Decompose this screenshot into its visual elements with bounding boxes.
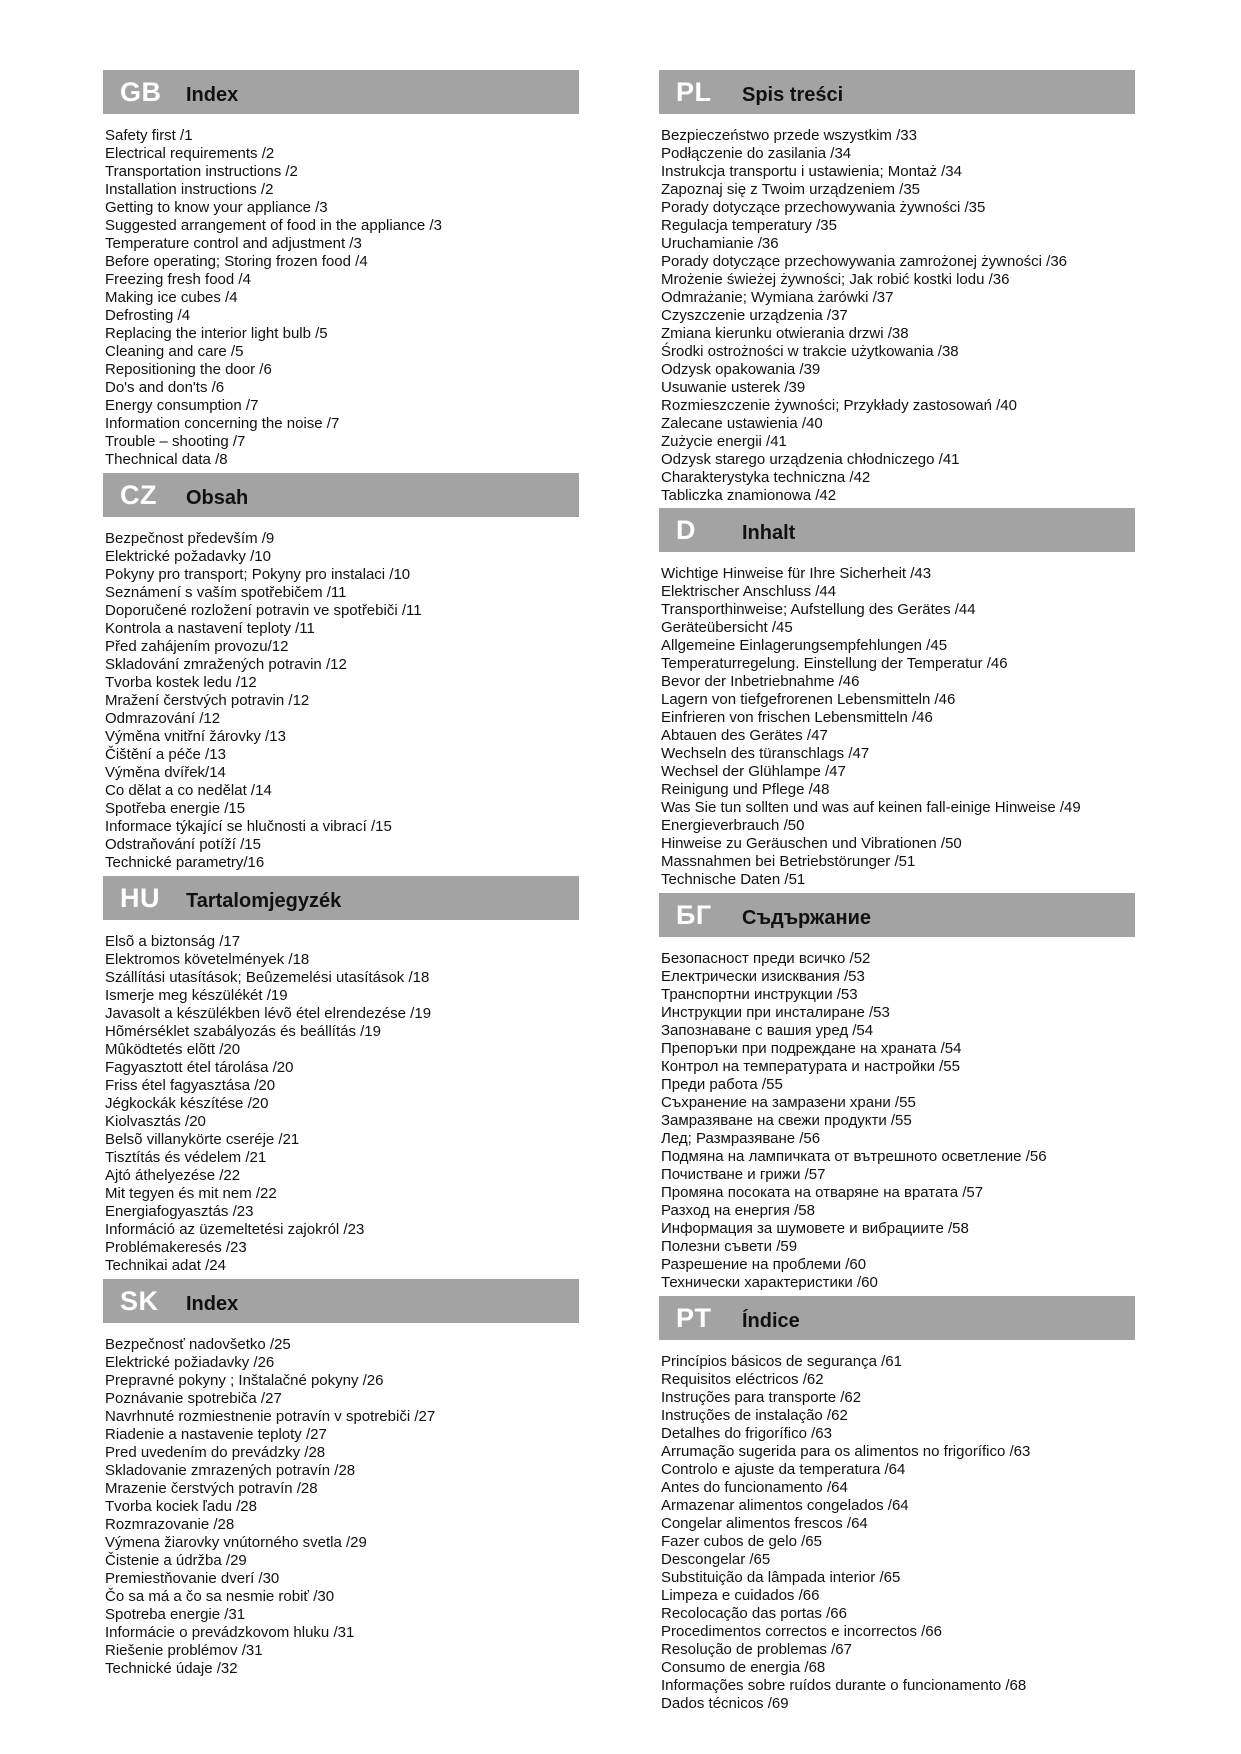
toc-entry: Съхранение на замразени храни /55: [661, 1094, 916, 1111]
toc-entry: Hõmérséklet szabályozás és beállítás /19: [105, 1023, 381, 1040]
toc-entry: Repositioning the door /6: [105, 361, 272, 378]
toc-entry: Replacing the interior light bulb /5: [105, 325, 328, 342]
toc-entry: Allgemeine Einlagerungsempfehlungen /45: [661, 637, 948, 654]
language-code: D: [676, 514, 696, 545]
toc-entry: Czyszczenie urządzenia /37: [661, 307, 848, 324]
toc-entry: Инструкции при инсталиране /53: [661, 1004, 890, 1021]
section-title: Obsah: [186, 486, 249, 509]
toc-entry: Полезни съвети /59: [661, 1238, 798, 1255]
toc-entry: Thechnical data /8: [105, 451, 228, 468]
section-title: Съдържание: [742, 906, 872, 929]
toc-entry: Javasolt a készülékben lévõ étel elrendezése /19: [105, 1005, 432, 1022]
toc-entry: Energiafogyasztás /23: [105, 1203, 254, 1220]
section-bg: [659, 893, 1135, 1292]
section-title: Inhalt: [742, 521, 796, 544]
toc-entry: Lagern von tiefgefrorenen Lebensmitteln /46: [661, 691, 956, 708]
language-code: PT: [676, 1302, 712, 1333]
toc-entry: Bezpieczeństwo przede wszystkim /33: [661, 127, 917, 144]
language-code: БГ: [676, 899, 712, 930]
toc-entry: Tvorba kostek ledu /12: [105, 674, 257, 691]
toc-entry: Fazer cubos de gelo /65: [661, 1533, 822, 1550]
right-column: [659, 70, 1135, 1713]
toc-entry: Temperaturregelung. Einstellung der Temperatur /46: [661, 655, 1008, 672]
toc-entry: Premiestňovanie dverí /30: [105, 1570, 280, 1587]
toc-entry: Procedimentos correctos e incorrectos /66: [661, 1623, 942, 1640]
toc-entry: Installation instructions /2: [105, 181, 274, 198]
toc-list-d: [659, 552, 1135, 889]
section-title: Index: [186, 83, 239, 106]
toc-entry: Замразяване на свежи продукти /55: [661, 1112, 912, 1129]
toc-entry: Electrical requirements /2: [105, 145, 275, 162]
toc-entry: Poznávanie spotrebiča /27: [105, 1390, 282, 1407]
language-code: CZ: [120, 479, 157, 510]
toc-entry: Информация за шумовете и вибрациите /58: [661, 1220, 969, 1237]
toc-entry: Mrożenie świeżej żywności; Jak robić kostki lodu /36: [661, 271, 1010, 288]
toc-entry: Energy consumption /7: [105, 397, 259, 414]
toc-entry: Skladování zmražených potravin /12: [105, 656, 347, 673]
toc-entry: Információ az üzemeltetési zajokról /23: [105, 1221, 365, 1238]
toc-entry: Congelar alimentos frescos /64: [661, 1515, 868, 1532]
toc-entry: Препоръки при подреждане на храната /54: [661, 1040, 962, 1057]
toc-list-sk: [103, 1323, 579, 1678]
toc-entry: Information concerning the noise /7: [105, 415, 340, 432]
toc-entry: Rozmrazovanie /28: [105, 1516, 235, 1533]
toc-entry: Промяна посоката на отваряне на вратата /57: [661, 1184, 984, 1201]
toc-entry: Почистване и грижи /57: [661, 1166, 826, 1183]
toc-entry: Antes do funcionamento /64: [661, 1479, 848, 1496]
toc-entry: Resolução de problemas /67: [661, 1641, 852, 1658]
toc-entry: Tvorba kociek ľadu /28: [105, 1498, 257, 1515]
section-header-cz: [103, 473, 579, 517]
toc-entry: Reinigung und Pflege /48: [661, 781, 830, 798]
toc-entry: Elektrické požadavky /10: [105, 548, 271, 565]
section-header-pl: [659, 70, 1135, 114]
toc-entry: Zmiana kierunku otwierania drzwi /38: [661, 325, 909, 342]
toc-entry: Čistenie a údržba /29: [105, 1552, 247, 1569]
toc-entry: Spotreba energie /31: [105, 1606, 246, 1623]
language-code: PL: [676, 76, 712, 107]
toc-entry: Informácie o prevádzkovom hluku /31: [105, 1624, 355, 1641]
toc-entry: Porady dotyczące przechowywania zamrożonej żywności /36: [661, 253, 1068, 270]
toc-entry: Преди работа /55: [661, 1076, 783, 1093]
toc-entry: Elektrischer Anschluss /44: [661, 583, 837, 600]
toc-entry: Seznámení s vaším spotřebičem /11: [105, 584, 347, 601]
toc-entry: Usuwanie usterek /39: [661, 379, 806, 396]
toc-entry: Szállítási utasítások; Beûzemelési utasítások /18: [105, 969, 430, 986]
toc-entry: Making ice cubes /4: [105, 289, 238, 306]
toc-entry: Navrhnuté rozmiestnenie potravín v spotrebiči /27: [105, 1408, 436, 1425]
toc-entry: Transportation instructions /2: [105, 163, 298, 180]
section-pl: [659, 70, 1135, 505]
toc-entry: Instruções para transporte /62: [661, 1389, 862, 1406]
section-header-d: [659, 508, 1135, 552]
toc-entry: Descongelar /65: [661, 1551, 771, 1568]
toc-entry: Разрешение на проблеми /60: [661, 1256, 867, 1273]
toc-entry: Ajtó áthelyezése /22: [105, 1167, 241, 1184]
section-header-sk: [103, 1279, 579, 1323]
toc-entry: Pokyny pro transport; Pokyny pro instalaci /10: [105, 566, 411, 583]
toc-entry: Zapoznaj się z Twoim urządzeniem /35: [661, 181, 921, 198]
toc-entry: Skladovanie zmrazených potravín /28: [105, 1462, 356, 1479]
toc-entry: Ismerje meg készülékét /19: [105, 987, 288, 1004]
toc-entry: Výměna vnitřní žárovky /13: [105, 728, 286, 745]
toc-entry: Massnahmen bei Betriebstörunger /51: [661, 853, 916, 870]
toc-entry: Hinweise zu Geräuschen und Vibrationen /50: [661, 835, 962, 852]
toc-entry: Arrumação sugerida para os alimentos no frigorífico /63: [661, 1443, 1031, 1460]
toc-list-pl: [659, 114, 1135, 505]
section-d: [659, 508, 1135, 889]
toc-entry: Princípios básicos de segurança /61: [661, 1353, 902, 1370]
toc-entry: Recolocação das portas /66: [661, 1605, 847, 1622]
toc-list-pt: [659, 1340, 1135, 1713]
toc-entry: Friss étel fagyasztása /20: [105, 1077, 276, 1094]
toc-entry: Dados técnicos /69: [661, 1695, 789, 1712]
toc-entry: Limpeza e cuidados /66: [661, 1587, 820, 1604]
section-header-pt: [659, 1296, 1135, 1340]
toc-entry: Odstraňování potíží /15: [105, 836, 261, 853]
toc-entry: Instruções de instalação /62: [661, 1407, 848, 1424]
toc-entry: Defrosting /4: [105, 307, 191, 324]
toc-entry: Výměna dvířek/14: [105, 764, 226, 781]
toc-entry: Mražení čerstvých potravin /12: [105, 692, 310, 709]
toc-entry: Wechseln des türanschlags /47: [661, 745, 870, 762]
toc-list-hu: [103, 920, 579, 1275]
toc-entry: Was Sie tun sollten und was auf keinen fall-einige Hinweise /49: [661, 799, 1081, 816]
toc-entry: Технически характеристики /60: [661, 1274, 878, 1291]
toc-entry: Безопасност преди всичко /52: [661, 950, 871, 967]
toc-entry: Електрически изисквания /53: [661, 968, 865, 985]
toc-entry: Jégkockák készítése /20: [105, 1095, 269, 1112]
toc-entry: Suggested arrangement of food in the appliance /3: [105, 217, 442, 234]
toc-entry: Belsõ villanykörte cseréje /21: [105, 1131, 300, 1148]
toc-entry: Mûködtetés elõtt /20: [105, 1041, 241, 1058]
toc-entry: Do's and don'ts /6: [105, 379, 225, 396]
toc-entry: Elektromos követelmények /18: [105, 951, 310, 968]
toc-entry: Substituição da lâmpada interior /65: [661, 1569, 901, 1586]
toc-entry: Odzysk starego urządzenia chłodniczego /41: [661, 451, 960, 468]
toc-entry: Rozmieszczenie żywności; Przykłady zastosowań /40: [661, 397, 1017, 414]
toc-entry: Tabliczka znamionowa /42: [661, 487, 837, 504]
toc-entry: Informace týkající se hlučnosti a vibrací /15: [105, 818, 392, 835]
toc-entry: Detalhes do frigorífico /63: [661, 1425, 832, 1442]
toc-entry: Kontrola a nastavení teploty /11: [105, 620, 315, 637]
toc-entry: Wichtige Hinweise für Ihre Sicherheit /43: [661, 565, 932, 582]
section-header-hu: [103, 876, 579, 920]
section-cz: [103, 473, 579, 872]
toc-entry: Odzysk opakowania /39: [661, 361, 821, 378]
toc-entry: Safety first /1: [105, 127, 193, 144]
left-column: [103, 70, 579, 1678]
toc-entry: Instrukcja transportu i ustawienia; Montaż /34: [661, 163, 962, 180]
toc-entry: Controlo e ajuste da temperatura /64: [661, 1461, 906, 1478]
section-pt: [659, 1296, 1135, 1713]
toc-entry: Wechsel der Glühlampe /47: [661, 763, 846, 780]
toc-entry: Doporučené rozložení potravin ve spotřebiči /11: [105, 602, 422, 619]
toc-entry: Uruchamianie /36: [661, 235, 779, 252]
toc-entry: Einfrieren von frischen Lebensmitteln /46: [661, 709, 933, 726]
toc-entry: Before operating; Storing frozen food /4: [105, 253, 368, 270]
toc-entry: Výmena žiarovky vnútorného svetla /29: [105, 1534, 367, 1551]
toc-entry: Abtauen des Gerätes /47: [661, 727, 828, 744]
toc-entry: Čištění a péče /13: [105, 746, 226, 763]
toc-entry: Riadenie a nastavenie teploty /27: [105, 1426, 327, 1443]
toc-entry: Mit tegyen és mit nem /22: [105, 1185, 277, 1202]
toc-entry: Разход на енергия /58: [661, 1202, 815, 1219]
toc-entry: Zalecane ustawienia /40: [661, 415, 823, 432]
section-title: Índice: [742, 1309, 800, 1332]
toc-entry: Pred uvedením do prevádzky /28: [105, 1444, 326, 1461]
toc-entry: Транспортни инструкции /53: [661, 986, 858, 1003]
toc-list-bg: [659, 937, 1135, 1292]
section-sk: [103, 1279, 579, 1678]
toc-entry: Spotřeba energie /15: [105, 800, 246, 817]
toc-entry: Bezpečnost především /9: [105, 530, 275, 547]
toc-entry: Kiolvasztás /20: [105, 1113, 206, 1130]
toc-entry: Čo sa má a čo sa nesmie robiť /30: [105, 1588, 335, 1605]
toc-entry: Bezpečnosť nadovšetko /25: [105, 1336, 291, 1353]
toc-entry: Transporthinweise; Aufstellung des Gerätes /44: [661, 601, 976, 618]
toc-entry: Requisitos eléctricos /62: [661, 1371, 824, 1388]
toc-entry: Elektrické požiadavky /26: [105, 1354, 275, 1371]
toc-entry: Technische Daten /51: [661, 871, 806, 888]
toc-entry: Geräteübersicht /45: [661, 619, 793, 636]
toc-entry: Riešenie problémov /31: [105, 1642, 263, 1659]
toc-entry: Před zahájením provozu/12: [105, 638, 289, 655]
toc-entry: Odmrazování /12: [105, 710, 221, 727]
toc-entry: Fagyasztott étel tárolása /20: [105, 1059, 294, 1076]
toc-entry: Prepravné pokyny ; Inštalačné pokyny /26: [105, 1372, 384, 1389]
toc-entry: Подмяна на лампичката от вътрешното осветление /56: [661, 1148, 1047, 1165]
toc-entry: Regulacja temperatury /35: [661, 217, 837, 234]
toc-entry: Armazenar alimentos congelados /64: [661, 1497, 909, 1514]
toc-entry: Consumo de energia /68: [661, 1659, 826, 1676]
section-title: Tartalomjegyzék: [186, 889, 342, 912]
toc-entry: Odmrażanie; Wymiana żarówki /37: [661, 289, 894, 306]
language-code: GB: [120, 76, 162, 107]
language-code: SK: [120, 1285, 159, 1316]
toc-entry: Freezing fresh food /4: [105, 271, 251, 288]
toc-entry: Bevor der Inbetriebnahme /46: [661, 673, 860, 690]
toc-entry: Co dělat a co nedělat /14: [105, 782, 272, 799]
toc-entry: Technické parametry/16: [105, 854, 265, 871]
toc-entry: Tisztítás és védelem /21: [105, 1149, 267, 1166]
toc-entry: Запознаване с вашия уред /54: [661, 1022, 874, 1039]
toc-entry: Podłączenie do zasilania /34: [661, 145, 852, 162]
toc-entry: Technikai adat /24: [105, 1257, 226, 1274]
toc-list-cz: [103, 517, 579, 872]
section-header-bg: [659, 893, 1135, 937]
toc-entry: Лед; Размразяване /56: [661, 1130, 821, 1147]
section-header-gb: [103, 70, 579, 114]
toc-entry: Elsõ a biztonság /17: [105, 933, 241, 950]
toc-entry: Charakterystyka techniczna /42: [661, 469, 871, 486]
section-title: Index: [186, 1292, 239, 1315]
toc-entry: Środki ostrożności w trakcie użytkowania /38: [661, 343, 959, 360]
toc-entry: Контрол на температурата и настройки /55: [661, 1058, 960, 1075]
toc-entry: Technické údaje /32: [105, 1660, 238, 1677]
language-code: HU: [120, 882, 160, 913]
toc-entry: Informações sobre ruídos durante o funcionamento /68: [661, 1677, 1027, 1694]
section-gb: [103, 70, 579, 469]
toc-entry: Mrazenie čerstvých potravín /28: [105, 1480, 318, 1497]
toc-entry: Getting to know your appliance /3: [105, 199, 328, 216]
toc-entry: Problémakeresés /23: [105, 1239, 247, 1256]
toc-entry: Trouble – shooting /7: [105, 433, 246, 450]
toc-entry: Porady dotyczące przechowywania żywności /35: [661, 199, 986, 216]
section-hu: [103, 876, 579, 1275]
toc-entry: Temperature control and adjustment /3: [105, 235, 362, 252]
section-title: Spis treści: [742, 83, 844, 106]
toc-entry: Cleaning and care /5: [105, 343, 244, 360]
toc-list-gb: [103, 114, 579, 469]
toc-entry: Zużycie energii /41: [661, 433, 787, 450]
toc-entry: Energieverbrauch /50: [661, 817, 805, 834]
